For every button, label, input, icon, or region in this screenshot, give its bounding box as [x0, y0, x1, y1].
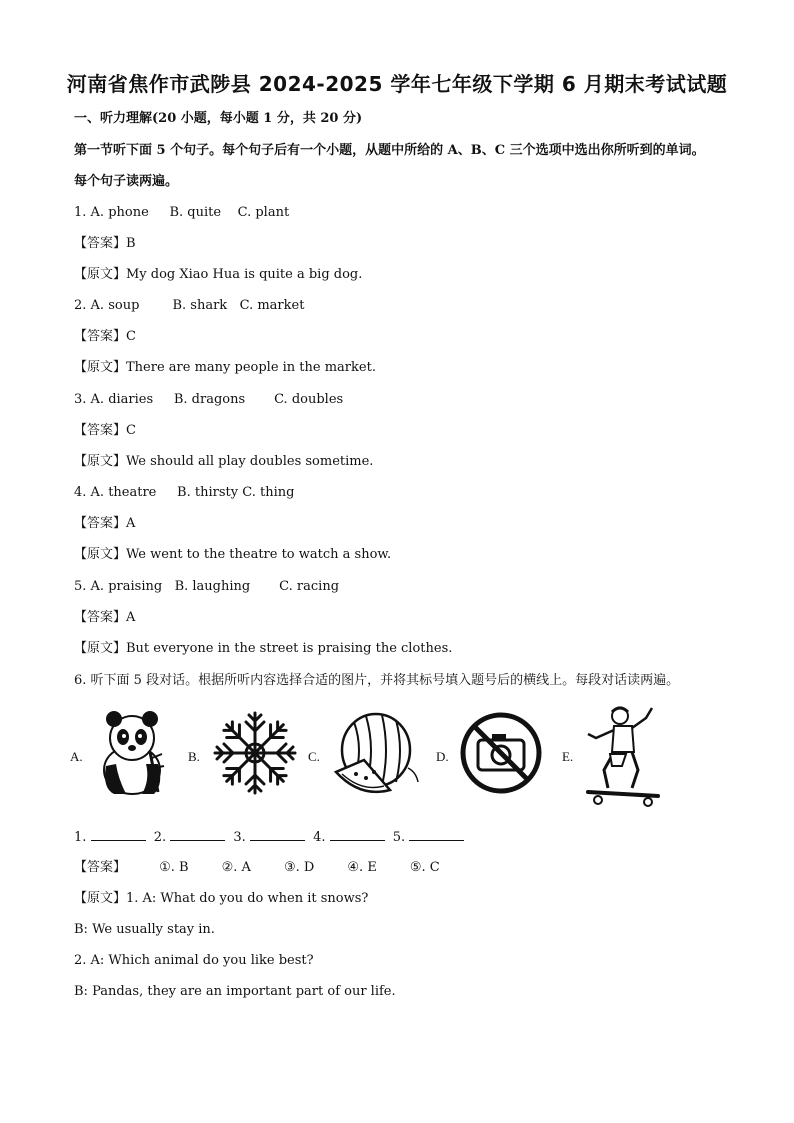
option-c: C. racing	[279, 579, 340, 594]
script-3: 【原文】We should all play doubles sometime.	[74, 454, 374, 469]
option-c: C. market	[239, 298, 305, 313]
blank-5[interactable]	[409, 828, 464, 841]
blank-1[interactable]	[91, 828, 146, 841]
part1-instruction-cont: 每个句子读两遍。	[74, 174, 179, 189]
q6-instruction: 6. 听下面 5 段对话。根据所听内容选择合适的图片，并将其标号填入题号后的横线上。每段对话读两遍。	[74, 673, 680, 688]
skateboarder-icon	[582, 704, 664, 808]
option-b: B. dragons	[173, 392, 246, 407]
option-a: A. diaries	[90, 392, 154, 407]
option-a: A. theatre	[90, 485, 157, 500]
dialogue-line-2: B: We usually stay in.	[74, 922, 215, 937]
option-a: A. praising	[90, 579, 163, 594]
answer-5: 【答案】A	[74, 610, 136, 625]
blank-2[interactable]	[170, 828, 225, 841]
dialogue-line-1: 【原文】1. A: What do you do when it snows?	[74, 891, 369, 906]
page-title: 河南省焦作市武陟县 2024-2025 学年七年级下学期 6 月期末考试试题	[66, 72, 728, 96]
script-2: 【原文】There are many people in the market.	[74, 360, 376, 375]
answer-4: 【答案】A	[74, 516, 136, 531]
snowflake-icon	[210, 708, 300, 798]
question-1: 1. A. phone B. quite C. plant	[74, 205, 290, 220]
script-4: 【原文】We went to the theatre to watch a show.	[74, 547, 392, 562]
no-camera-icon	[458, 710, 544, 796]
script-5: 【原文】But everyone in the street is praising the clothes.	[74, 641, 453, 656]
q6-answers: 【答案】 ①. B ②. A ③. D ④. E ⑤. C	[74, 860, 440, 875]
section-heading: 一、听力理解(20 小题，每小题 1 分，共 20 分)	[74, 111, 363, 126]
question-3: 3. A. diaries B. dragons C. doubles	[74, 392, 344, 407]
option-c: C. doubles	[274, 392, 344, 407]
picture-options: A. B. C. D. E.	[70, 704, 670, 814]
option-c: C. thing	[242, 485, 295, 500]
blank-3[interactable]	[250, 828, 305, 841]
question-4: 4. A. theatre B. thirsty C. thing	[74, 485, 295, 500]
answer-1: 【答案】B	[74, 236, 136, 251]
question-2: 2. A. soup B. shark C. market	[74, 298, 305, 313]
watermelon-icon	[330, 706, 426, 802]
option-b: B. laughing	[174, 579, 251, 594]
question-5: 5. A. praising B. laughing C. racing	[74, 579, 340, 594]
option-b: B. quite	[169, 205, 222, 220]
panda-icon	[92, 708, 174, 798]
dialogue-line-4: B: Pandas, they are an important part of our life.	[74, 984, 396, 999]
option-a: A. soup	[90, 298, 140, 313]
option-b: B. thirsty	[177, 485, 239, 500]
blank-4[interactable]	[330, 828, 385, 841]
answer-2: 【答案】C	[74, 329, 136, 344]
script-1: 【原文】My dog Xiao Hua is quite a big dog.	[74, 267, 363, 282]
option-c: C. plant	[237, 205, 290, 220]
answer-3: 【答案】C	[74, 423, 136, 438]
dialogue-line-3: 2. A: Which animal do you like best?	[74, 953, 314, 968]
part1-instruction: 第一节听下面 5 个句子。每个句子后有一个小题，从题中所给的 A、B、C 三个选项中选出你所听到的单词。	[74, 143, 705, 158]
option-a: A. phone	[90, 205, 149, 220]
answer-blanks: 1. 2. 3. 4. 5.	[74, 828, 468, 847]
option-b: B. shark	[172, 298, 228, 313]
